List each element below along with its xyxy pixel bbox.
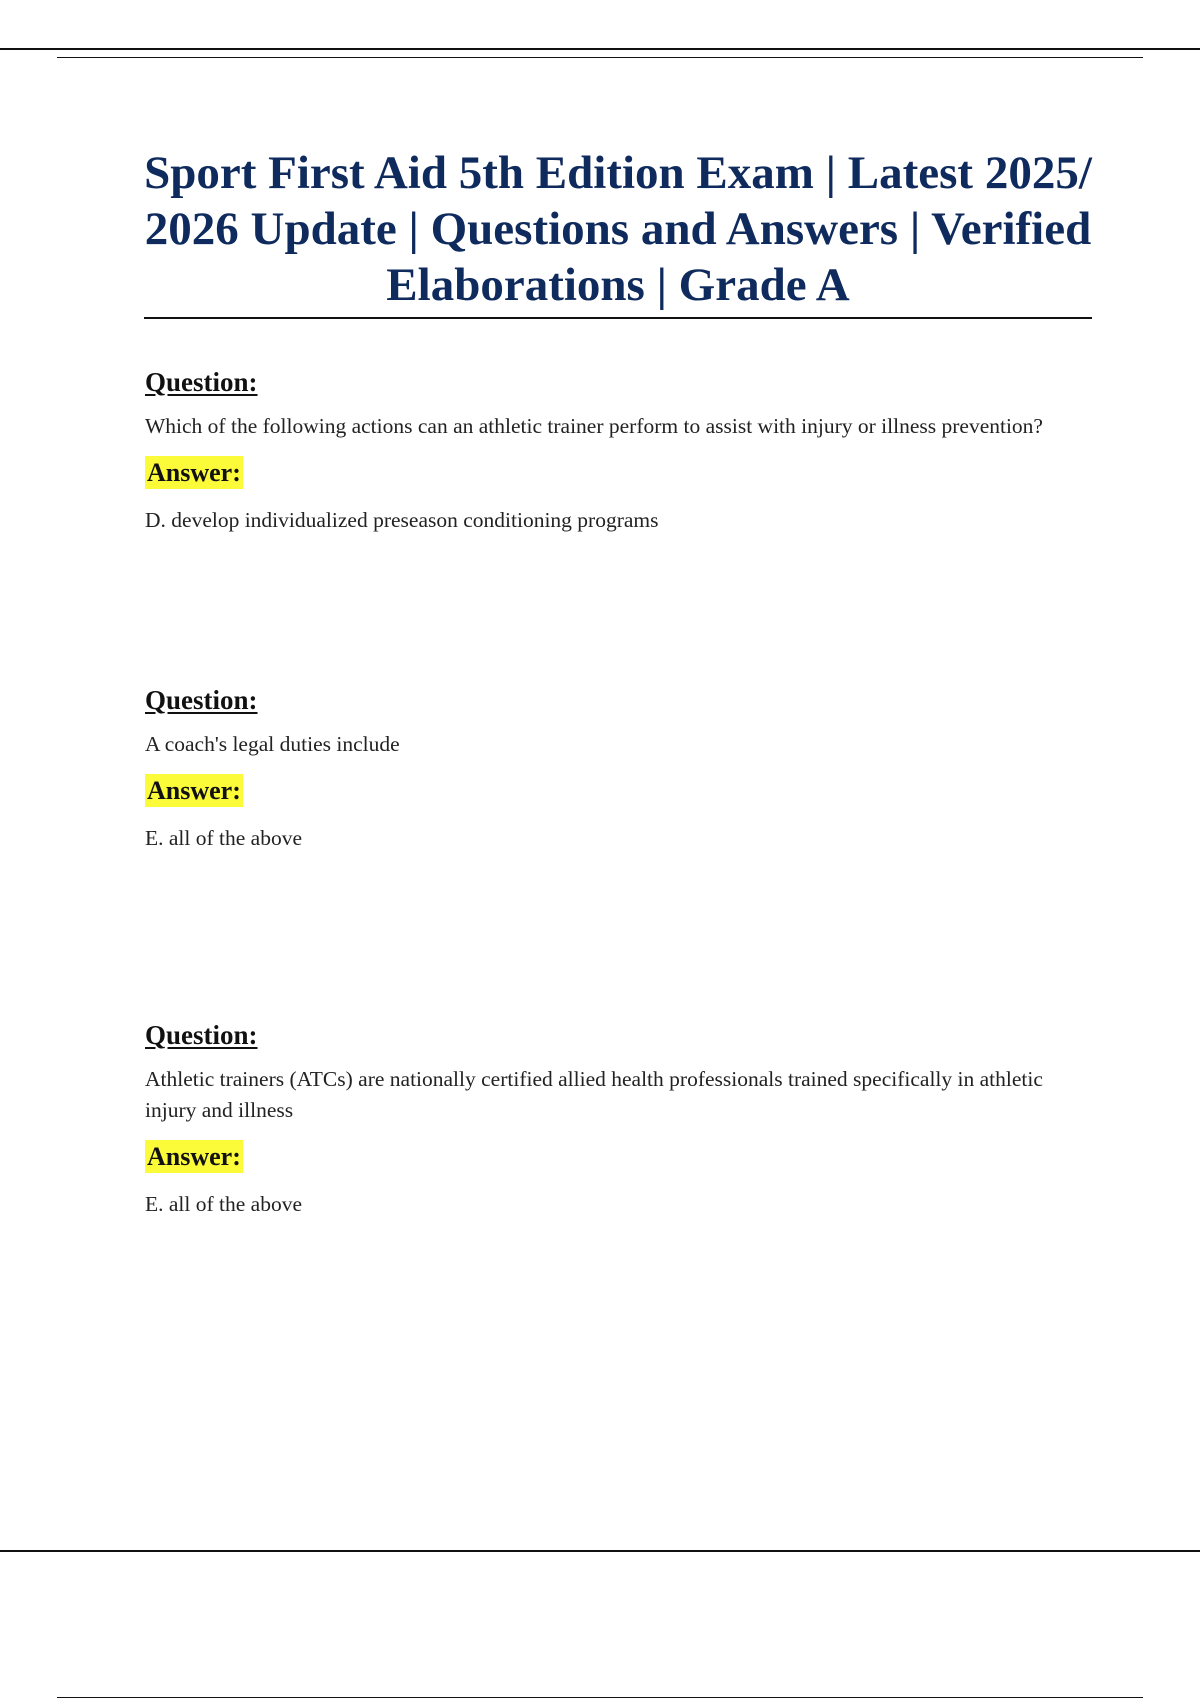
title-block xyxy=(144,145,1092,319)
question-label: Question: xyxy=(145,1020,258,1050)
question-label: Question: xyxy=(145,367,258,397)
header-rule-inner xyxy=(57,57,1143,58)
question-label: Question: xyxy=(145,685,258,715)
question-text: A coach's legal duties include xyxy=(145,732,400,756)
document-title: Sport First Aid 5th Edition Exam | Latest 2025/ 2026 Update | Questions and Answers | Verified Elaborations | Grade A xyxy=(144,147,1092,311)
footer-rule-inner xyxy=(57,1697,1143,1698)
answer-text: E. all of the above xyxy=(145,826,303,850)
answer-label: Answer: xyxy=(147,1142,241,1171)
header-rule-outer xyxy=(0,48,1200,50)
qa-item xyxy=(145,1019,1095,1219)
answer-label: Answer: xyxy=(147,776,241,805)
answer-text: E. all of the above xyxy=(145,1192,303,1216)
qa-item xyxy=(145,366,1095,535)
qa-item xyxy=(145,684,1095,853)
question-text: Which of the following actions can an athletic trainer perform to assist with injury or illness prevention? xyxy=(145,414,1043,438)
question-text: Athletic trainers (ATCs) are nationally certified allied health professionals trained specifically in athletic injury and illness xyxy=(145,1067,1043,1122)
answer-text: D. develop individualized preseason conditioning programs xyxy=(145,508,659,532)
footer-rule-outer xyxy=(0,1550,1200,1552)
answer-label: Answer: xyxy=(147,458,241,487)
